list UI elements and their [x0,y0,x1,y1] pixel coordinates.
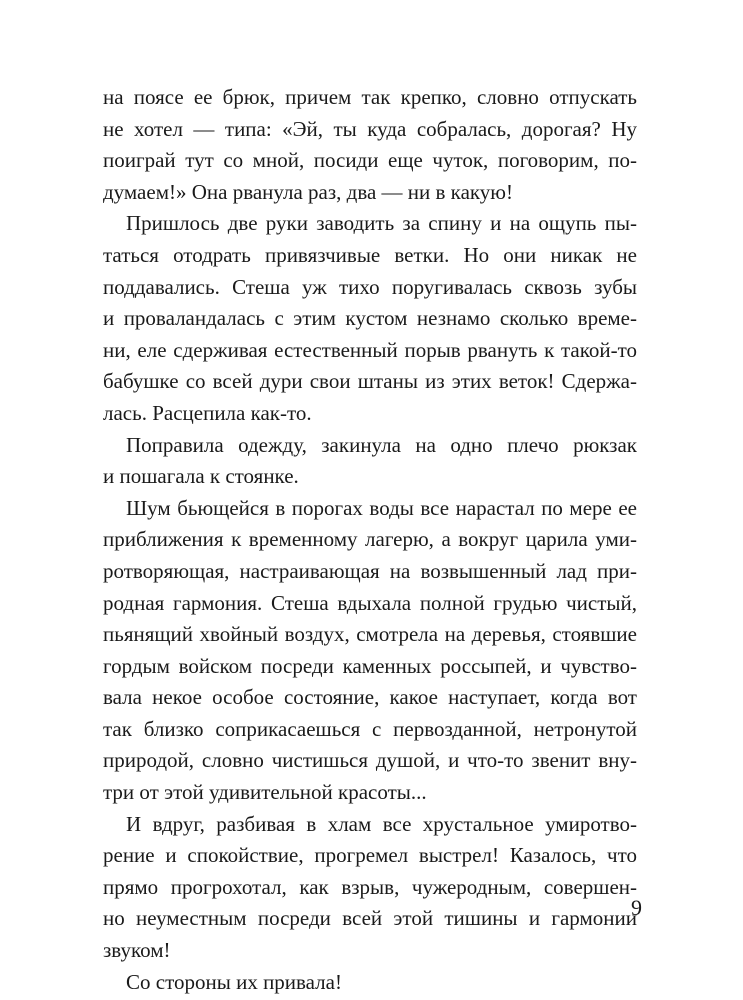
text-line: гордым войском посреди каменных россыпей, и чувство- [103,653,637,678]
text-line: природой, словно чистишься душой, и что-то звенит вну- [103,748,637,773]
text-line: Пришлось две руки заводить за спину и на ощупь пы- [126,211,637,236]
text-line: на поясе ее брюк, причем так крепко, словно отпускать [103,85,637,109]
text-line: таться отодрать привязчивые ветки. Но они никак не [103,242,637,267]
text-line: звуком! [103,938,171,963]
text-line: рение и спокойствие, прогремел выстрел! Казалось, что [103,843,637,868]
text-line: три от этой удивительной красоты... [103,780,427,805]
page-number: 9 [631,895,642,920]
text-line: лась. Расцепила как-то. [103,400,312,425]
text-line: ротворяющая, настраивающая на возвышенный лад при- [103,558,637,583]
text-line: и проваландалась с этим кустом незнамо сколько време- [103,306,637,331]
text-line: поиграй тут со мной, посиди еще чуток, поговорим, по- [103,148,637,173]
text-line: поддавались. Стеша уж тихо поругивалась сквозь зубы [103,274,637,299]
text-line: прямо прогрохотал, как взрыв, чужеродным, совершен- [103,874,637,899]
text-line: но неуместным посреди всей этой тишины и гармонии [103,906,637,931]
body-text [103,82,637,998]
text-line: Со стороны их привала! [126,969,342,994]
text-line: приближения к временному лагерю, а вокруг царила уми- [103,527,637,552]
text-line: Поправила одежду, закинула на одно плечо рюкзак [126,432,637,457]
text-line: бабушке со всей дури свои штаны из этих веток! Сдержа- [103,369,637,394]
text-line: И вдруг, разбивая в хлам все хрустальное умиротво- [126,811,637,836]
text-line: так близко соприкасаешься с первозданной, нетронутой [103,716,637,741]
text-line: и пошагала к стоянке. [103,464,299,489]
text-line: Шум бьющейся в порогах воды все нарастал по мере ее [126,495,637,520]
text-line: вала некое особое состояние, какое наступает, когда вот [103,685,637,710]
text-line: пьянящий хвойный воздух, смотрела на деревья, стоявшие [103,622,637,647]
text-line: не хотел — типа: «Эй, ты куда собралась, дорогая? Ну [103,116,637,141]
text-line: думаем!» Она рванула раз, два — ни в какую! [103,179,513,204]
text-line: родная гармония. Стеша вдыхала полной грудью чистый, [103,590,637,615]
text-line: ни, еле сдерживая естественный порыв рвануть к такой-то [103,337,637,362]
